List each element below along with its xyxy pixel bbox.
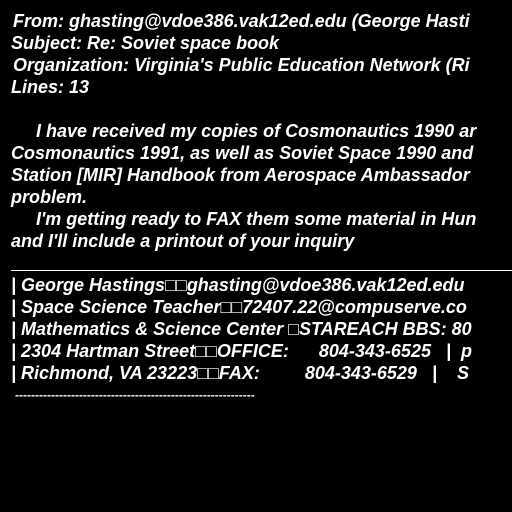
from-line: From: ghasting@vdoe386.vak12ed.edu (George Hasti <box>13 11 470 31</box>
subject-line: Subject: Re: Soviet space book <box>11 33 280 53</box>
body-line: and I'll include a printout of your inquiry <box>11 231 355 251</box>
signature-bottom-rule: ------------------------------------------------------------ <box>15 388 255 402</box>
body-line: I have received my copies of Cosmonautics 1990 ar <box>11 121 477 141</box>
signature-line: | Richmond, VA 23223□□FAX: 804-343-6529 | S <box>11 363 469 383</box>
signature-top-rule <box>11 270 512 271</box>
body-line: I'm getting ready to FAX them some material in Hun <box>11 209 477 229</box>
signature-line: | George Hastings□□ghasting@vdoe386.vak12ed.edu <box>11 275 465 295</box>
signature-line: | Space Science Teacher□□72407.22@compuserve.co <box>11 297 467 317</box>
signature-line: | Mathematics & Science Center □STAREACH BBS: 80 <box>11 319 472 339</box>
body-line: Cosmonautics 1991, as well as Soviet Space 1990 and <box>11 143 474 163</box>
organization-line: Organization: Virginia's Public Education Network (Ri <box>13 55 470 75</box>
body-line: problem. <box>11 187 88 207</box>
body-line: Station [MIR] Handbook from Aerospace Ambassador <box>11 165 470 185</box>
lines-count-line: Lines: 13 <box>11 77 90 97</box>
signature-line: | 2304 Hartman Street□□OFFICE: 804-343-6525 | p <box>11 341 472 361</box>
